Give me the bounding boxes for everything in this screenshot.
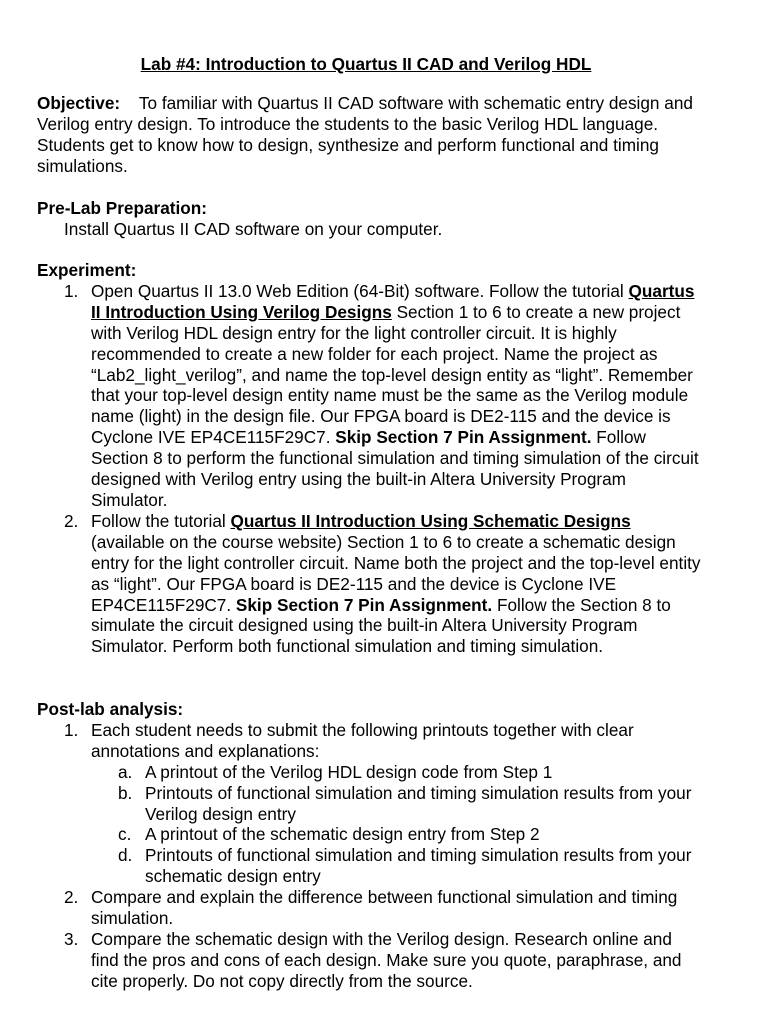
postlab-subitem-a xyxy=(91,762,702,783)
list-number: 1. xyxy=(64,280,79,301)
subitem-text: A printout of the Verilog HDL design code from Step 1 xyxy=(145,761,553,782)
item-text: Open Quartus II 13.0 Web Edition (64-Bit) software. Follow the tutorial xyxy=(91,280,629,301)
postlab-item-1 xyxy=(37,720,702,887)
list-number: 1. xyxy=(64,719,79,740)
item-bold-text: Skip Section 7 Pin Assignment. xyxy=(235,594,493,615)
item-text: (available on the course website) Section 1 to 6 to create a schematic design entry for the light controller circuit. Name both the project and the top-level entity as “light”. Our FPGA board is DE2-115 and the device is Cyclone IVE EP4CE115F29C7. xyxy=(91,531,701,615)
list-letter: b. xyxy=(118,782,133,803)
subitem-text: Printouts of functional simulation and timing simulation results from your Verilog design entry xyxy=(145,782,692,824)
prelab-heading: Pre-Lab Preparation: xyxy=(37,198,208,218)
document-title: Lab #4: Introduction to Quartus II CAD and Verilog HDL xyxy=(140,54,592,74)
subitem-text: A printout of the schematic design entry from Step 2 xyxy=(145,824,540,845)
tutorial-link-verilog[interactable]: Quartus II Introduction Using Verilog Designs xyxy=(91,280,695,322)
item-text: Each student needs to submit the following printouts together with clear annotations and explanations: xyxy=(91,719,634,761)
postlab-sublist xyxy=(91,762,702,887)
item-text: Section 1 to 6 to create a new project with Verilog HDL design entry for the light controller circuit. It is highly recommended to create a new folder for each project. Name the project as “Lab2_light_verilog”, and name the top-level design entity as “light”. Remember that your top-level design entity name must be the same as the Verilog module name (light) in the design file. Our FPGA board is DE2-115 and the device is Cyclone IVE EP4CE115F29C7. xyxy=(91,301,693,448)
list-number: 3. xyxy=(64,928,79,949)
item-bold-text: Skip Section 7 Pin Assignment. xyxy=(335,427,592,448)
item-text: Compare the schematic design with the Verilog design. Research online and find the pros and cons of each design. Make sure you quote, paraphrase, and cite properly. Do not copy directly from the source. xyxy=(91,928,682,991)
postlab-heading: Post-lab analysis: xyxy=(37,699,184,719)
postlab-section xyxy=(37,699,702,992)
item-text: Follow the tutorial xyxy=(91,510,231,531)
experiment-list xyxy=(37,281,702,657)
tutorial-link-schematic[interactable]: Quartus II Introduction Using Schematic Designs xyxy=(230,510,631,531)
list-letter: d. xyxy=(118,845,133,866)
experiment-heading: Experiment: xyxy=(37,260,137,280)
list-number: 2. xyxy=(64,510,79,531)
subitem-text: Printouts of functional simulation and timing simulation results from your schematic design entry xyxy=(145,845,692,887)
objective-heading: Objective: xyxy=(37,93,121,113)
postlab-list xyxy=(37,720,702,992)
postlab-subitem-d xyxy=(91,845,702,887)
list-number: 2. xyxy=(64,887,79,908)
item-text: Compare and explain the difference between functional simulation and timing simulation. xyxy=(91,887,678,929)
experiment-item-1 xyxy=(37,281,702,511)
prelab-text: Install Quartus II CAD software on your computer. xyxy=(64,218,443,239)
objective-text: To familiar with Quartus II CAD software with schematic entry design and Verilog entry design. To introduce the students to the basic Verilog HDL language. Students get to know how to design, synthesize and perform functional and timing simulations. xyxy=(37,93,693,176)
experiment-item-2 xyxy=(37,511,702,657)
item-text: Follow Section 8 to perform the functional simulation and timing simulation of the circuit designed with Verilog entry using the built-in Altera University Program Simulator. xyxy=(91,427,699,510)
experiment-section xyxy=(37,260,702,657)
postlab-item-2 xyxy=(37,887,702,929)
postlab-item-3 xyxy=(37,929,702,992)
list-letter: a. xyxy=(118,761,133,782)
postlab-subitem-b xyxy=(91,783,702,825)
list-letter: c. xyxy=(118,824,132,845)
objective-section xyxy=(37,93,717,177)
postlab-subitem-c xyxy=(91,824,702,845)
item-text: Follow the Section 8 to simulate the circuit designed using the built-in Altera University Program Simulator. Perform both functional simulation and timing simulation. xyxy=(91,594,671,657)
prelab-section xyxy=(37,198,717,240)
